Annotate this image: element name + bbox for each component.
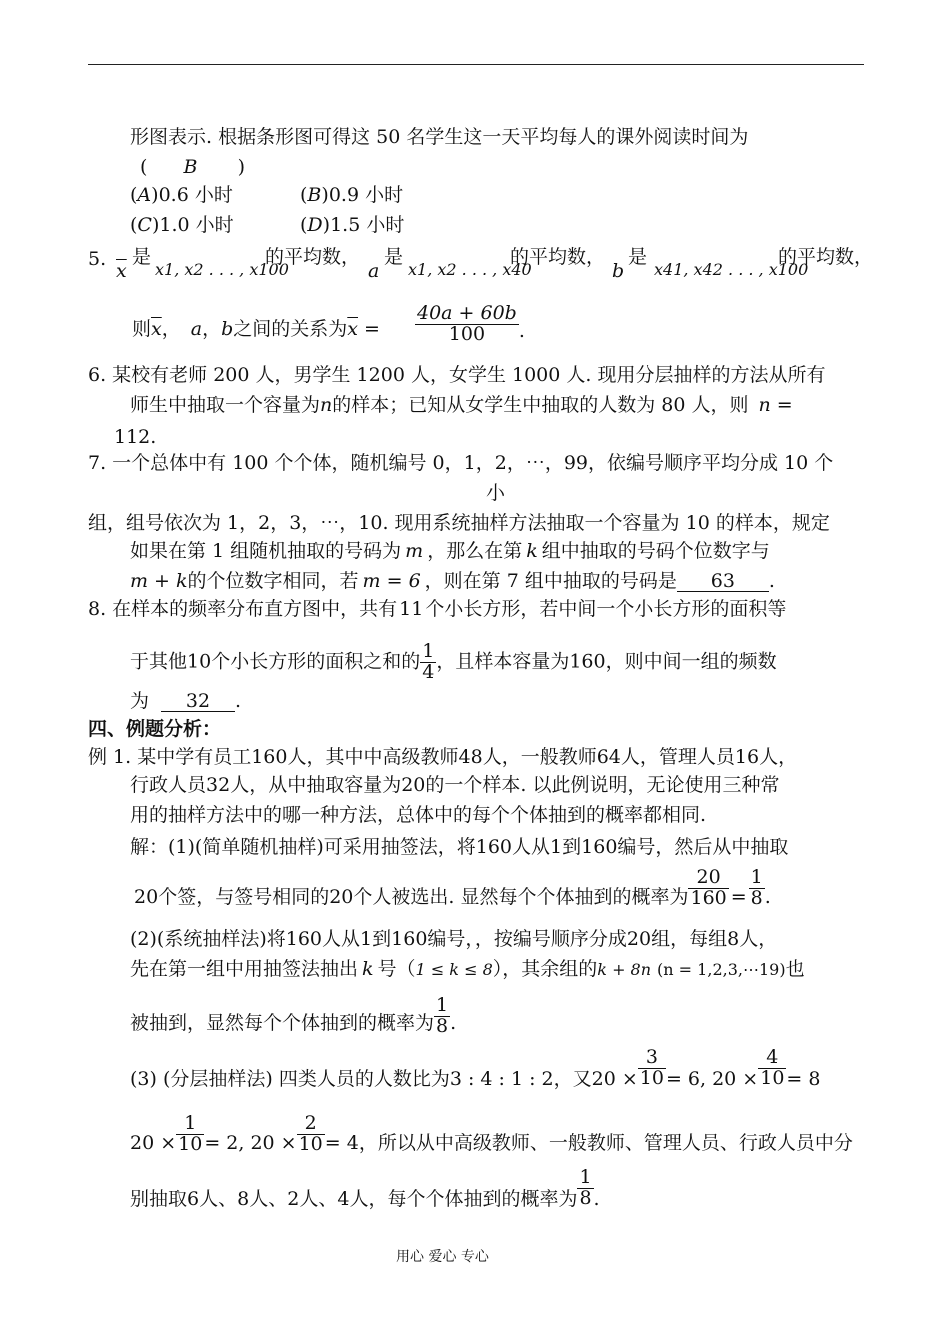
dot: . bbox=[235, 690, 242, 712]
num: 64 bbox=[596, 746, 621, 768]
fraction bbox=[415, 304, 519, 345]
text: 人， bbox=[739, 928, 778, 950]
text: 人，管理人员 bbox=[620, 746, 735, 768]
option-text: 1.5 小时 bbox=[330, 214, 405, 236]
text: 人，一般教师 bbox=[482, 746, 597, 768]
numerator: 1 bbox=[436, 994, 449, 1016]
n-var: n bbox=[320, 394, 333, 416]
q5-xbar: $\overline{x}$ bbox=[116, 260, 127, 282]
text: 为 bbox=[130, 690, 150, 712]
expr: 1 ≤ k ≤ 8 bbox=[415, 960, 493, 979]
numerator: 2 bbox=[304, 1112, 317, 1134]
q6-answer bbox=[114, 428, 156, 447]
q5-number: 5. bbox=[88, 248, 107, 270]
num: 2 bbox=[287, 1188, 300, 1211]
q8-line3 bbox=[130, 692, 241, 712]
m-var: m bbox=[405, 540, 424, 562]
num: 160 bbox=[391, 928, 428, 950]
answer-value: 32 bbox=[161, 692, 235, 712]
q6-line2 bbox=[130, 396, 793, 415]
num: 160 bbox=[581, 836, 618, 858]
q5-avg2: 的平均数， bbox=[510, 246, 606, 268]
text: 编号，然后从中抽取 bbox=[617, 836, 789, 858]
text: ，则在第 7 组中抽取的号码是 bbox=[424, 570, 677, 592]
ex1-sol3 bbox=[130, 930, 777, 949]
q8-line1 bbox=[88, 600, 786, 619]
text: 的样本；已知从女学生中抽取的人数为 80 人，则 bbox=[332, 394, 749, 416]
text: 人、 bbox=[249, 1188, 288, 1211]
num: 11 bbox=[399, 598, 424, 620]
eq: = bbox=[730, 886, 747, 909]
ex1-line3: 用的抽样方法中的哪一种方法，总体中的每个个体抽到的概率都相同. bbox=[130, 804, 707, 826]
answer-value: 63 bbox=[677, 572, 769, 592]
numerator: 20 bbox=[696, 866, 721, 888]
q4-answer bbox=[140, 158, 245, 177]
num: 20 bbox=[329, 886, 354, 909]
q5-is2: 是 bbox=[384, 246, 404, 268]
numerator: 3 bbox=[645, 1046, 658, 1068]
ex1-sol8 bbox=[130, 1168, 600, 1209]
q6-line1: 6. 某校有老师 200 人，男学生 1200 人，女学生 1000 人. 现用分层抽样的方法从所有 bbox=[88, 364, 826, 386]
text: 行政人员 bbox=[130, 774, 207, 796]
ratio: 3 : 4 : 1 : 2 bbox=[449, 1068, 554, 1091]
text: 如果在第 1 组随机抽取的号码为 bbox=[130, 540, 402, 562]
denominator: 10 bbox=[760, 1066, 785, 1089]
expr: 20 × bbox=[130, 1132, 177, 1155]
q7-line2: 组，组号依次为 1，2，3，⋯，10. 现用系统抽样方法抽取一个容量为 10 的样本，规定 bbox=[88, 512, 830, 534]
ex1-sol5 bbox=[130, 996, 456, 1037]
denominator: 100 bbox=[415, 324, 519, 345]
q8-line2 bbox=[130, 642, 777, 683]
text: 组，每组 bbox=[651, 928, 728, 950]
q5-seq2: x1, x2 . . . , x40 bbox=[408, 260, 532, 279]
text: 的一个样本. 以此例说明，无论使用三种常 bbox=[425, 774, 780, 796]
numerator: 1 bbox=[579, 1166, 592, 1188]
n-eq: n = bbox=[758, 394, 793, 416]
text: 个人被选出. 显然每个个体抽到的概率为 bbox=[353, 886, 689, 909]
q4-option-a: (A)0.6 小时 bbox=[130, 184, 233, 206]
ex1-sol6 bbox=[130, 1048, 820, 1089]
header-rule bbox=[88, 64, 864, 65]
text: 人，每个个体抽到的概率为 bbox=[349, 1188, 578, 1211]
q5-b: b bbox=[612, 260, 625, 282]
fraction bbox=[749, 868, 765, 909]
fraction bbox=[688, 868, 728, 909]
dot: . bbox=[768, 570, 775, 592]
dot: . bbox=[764, 886, 771, 909]
text: 人， bbox=[759, 746, 798, 768]
paren-open: ( bbox=[140, 156, 148, 178]
expr: = 6, 20 × bbox=[665, 1068, 759, 1091]
num: 160 bbox=[569, 650, 606, 673]
expr: = 8 bbox=[786, 1068, 821, 1091]
num: 4 bbox=[337, 1188, 350, 1211]
numerator: 1 bbox=[750, 866, 763, 888]
q5-seq3: x41, x42 . . . , x100 bbox=[654, 260, 809, 279]
denominator: 10 bbox=[639, 1066, 664, 1089]
text: 个签，与签号相同的 bbox=[158, 886, 330, 909]
expr: (n = 1,2,3,⋯19) bbox=[657, 960, 786, 979]
q4-option-b: (B)0.9 小时 bbox=[300, 184, 404, 206]
fraction bbox=[758, 1048, 786, 1089]
expr: = 2, 20 × bbox=[204, 1132, 297, 1155]
q7-line1b: 小 bbox=[486, 482, 506, 504]
text: 编号，，按编号顺序分成 bbox=[427, 928, 627, 950]
k-var: k bbox=[526, 540, 538, 562]
section-title: 四、例题分析： bbox=[88, 718, 222, 740]
ex1-sol1 bbox=[130, 838, 788, 857]
text: ，且样本容量为 bbox=[436, 650, 570, 673]
numerator: 40a + 60b bbox=[417, 302, 517, 324]
num: 1 bbox=[550, 836, 563, 858]
fraction bbox=[577, 1168, 593, 1209]
text: 先在第一组中用抽签法抽出 bbox=[130, 958, 359, 980]
text: ，所以从中高级教师、一般教师、管理人员、行政人员中分 bbox=[358, 1132, 853, 1155]
text: ，那么在第 bbox=[427, 540, 523, 562]
q4-line1: 形图表示. 根据条形图可得这 50 名学生这一天平均每人的课外阅读时间为 bbox=[130, 126, 749, 148]
text: 人，其中中高级教师 bbox=[287, 746, 459, 768]
numerator: 4 bbox=[766, 1046, 779, 1068]
a-var: a bbox=[190, 318, 203, 340]
text: 到 bbox=[562, 836, 582, 858]
k-var: k bbox=[362, 958, 374, 980]
q7-line1: 7. 一个总体中有 100 个个体，随机编号 0，1，2，⋯，99，依编号顺序平均分成 10 个 bbox=[88, 452, 834, 474]
num: 20 bbox=[626, 928, 652, 950]
denominator: 10 bbox=[178, 1132, 203, 1155]
text: 人、 bbox=[199, 1188, 238, 1211]
answer-value: 112 bbox=[114, 426, 151, 448]
text: 例 1. 某中学有员工 bbox=[88, 746, 252, 768]
num: 16 bbox=[734, 746, 760, 768]
text: ，又 bbox=[553, 1068, 592, 1091]
text: 的个位数字相同，若 bbox=[187, 570, 359, 592]
denominator: 8 bbox=[579, 1186, 592, 1209]
denominator: 4 bbox=[422, 660, 435, 683]
num: 10 bbox=[187, 650, 212, 673]
num: 48 bbox=[458, 746, 483, 768]
text: 个小长方形的面积之和的 bbox=[211, 650, 421, 673]
ex1-line1 bbox=[88, 748, 797, 767]
expr: = 4 bbox=[324, 1132, 359, 1155]
text: 解：(1)(简单随机抽样)可采用抽签法，将 bbox=[130, 836, 476, 858]
then-text: 则 bbox=[132, 318, 152, 340]
text: 人，从中抽取容量为 bbox=[230, 774, 402, 796]
option-label: D bbox=[307, 214, 323, 236]
text: 别抽取 bbox=[130, 1188, 188, 1211]
page-footer: 用心 爱心 专心 bbox=[396, 1249, 489, 1265]
xbar: $\overline{x}$ bbox=[347, 318, 358, 340]
q5-a: a bbox=[368, 260, 380, 282]
ex1-sol7 bbox=[130, 1114, 853, 1155]
fraction bbox=[176, 1114, 204, 1155]
dot: . bbox=[593, 1188, 600, 1211]
numerator: 1 bbox=[184, 1112, 197, 1134]
option-label: A bbox=[137, 184, 152, 206]
dot: . bbox=[150, 426, 157, 448]
option-label: C bbox=[137, 214, 152, 236]
expr: m + k bbox=[130, 570, 188, 592]
q5-formula: $\frac{40a + 60b}{100}$ . bbox=[417, 302, 525, 345]
num: 8 bbox=[727, 928, 740, 950]
q4-option-d: (D)1.5 小时 bbox=[300, 214, 405, 236]
fraction bbox=[434, 996, 450, 1037]
num: 20 bbox=[401, 774, 426, 796]
option-label: B bbox=[307, 184, 322, 206]
fraction bbox=[420, 642, 436, 683]
option-text: 0.6 小时 bbox=[158, 184, 233, 206]
expr: m = 6 bbox=[362, 570, 421, 592]
text: 人从 bbox=[322, 928, 361, 950]
q5-avg1: 的平均数， bbox=[265, 246, 361, 268]
text: 师生中抽取一个容量为 bbox=[130, 394, 321, 416]
text: 到 bbox=[372, 928, 392, 950]
text: 人、 bbox=[299, 1188, 338, 1211]
text: 被抽到，显然每个个体抽到的概率为 bbox=[130, 1012, 435, 1035]
paren-close: ) bbox=[237, 156, 245, 178]
dot: . bbox=[450, 1012, 457, 1035]
num: 160 bbox=[285, 928, 323, 950]
ex1-line2 bbox=[130, 776, 780, 795]
text: ，则中间一组的频数 bbox=[605, 650, 777, 673]
text: 于其他 bbox=[130, 650, 188, 673]
ex1-sol2 bbox=[134, 868, 771, 909]
relation-text: 之间的关系为 bbox=[233, 318, 348, 340]
q5-is1: 是 bbox=[132, 246, 152, 268]
option-text: 0.9 小时 bbox=[328, 184, 404, 206]
q5-avg3: 的平均数， bbox=[778, 246, 874, 268]
b-var: b bbox=[221, 318, 234, 340]
text: 8. 在样本的频率分布直方图中，共有 bbox=[88, 598, 398, 620]
expr: 20 × bbox=[591, 1068, 638, 1091]
denominator: 8 bbox=[750, 886, 763, 909]
text: 组中抽取的号码个位数字与 bbox=[541, 540, 770, 562]
denominator: 160 bbox=[690, 886, 727, 909]
text: ），其余组的 bbox=[492, 958, 598, 980]
denominator: 8 bbox=[436, 1014, 449, 1037]
num: 20 bbox=[134, 886, 159, 909]
answer-value: B bbox=[183, 156, 198, 178]
num: 1 bbox=[360, 928, 373, 950]
q5-seq1: x1, x2 . . . , x100 bbox=[155, 260, 289, 279]
q7-line3 bbox=[130, 542, 770, 561]
q5-relation: 则$\overline{x}$， a，b之间的关系为$\overline{x}$ = bbox=[132, 318, 380, 340]
num: 32 bbox=[206, 774, 231, 796]
num: 160 bbox=[475, 836, 513, 858]
text: 也 bbox=[785, 958, 805, 980]
text: (2)(系统抽样法)将 bbox=[130, 928, 286, 950]
option-text: 1.0 小时 bbox=[159, 214, 234, 236]
xbar: $\overline{x}$ bbox=[151, 318, 162, 340]
numerator: 1 bbox=[422, 640, 435, 662]
fraction bbox=[297, 1114, 325, 1155]
q5-is3: 是 bbox=[628, 246, 648, 268]
expr: k + 8n bbox=[597, 960, 652, 979]
num: 6 bbox=[187, 1188, 200, 1211]
num: 8 bbox=[237, 1188, 250, 1211]
text: 号（ bbox=[377, 958, 416, 980]
q4-option-c: (C)1.0 小时 bbox=[130, 214, 234, 236]
text: (3) (分层抽样法) 四类人员的人数比为 bbox=[130, 1068, 450, 1091]
q7-line4 bbox=[130, 572, 775, 592]
fraction bbox=[638, 1048, 666, 1089]
denominator: 10 bbox=[298, 1132, 323, 1155]
text: 人从 bbox=[512, 836, 551, 858]
num: 160 bbox=[251, 746, 288, 768]
text: 个小长方形，若中间一个小长方形的面积等 bbox=[425, 598, 787, 620]
ex1-sol4 bbox=[130, 960, 805, 979]
